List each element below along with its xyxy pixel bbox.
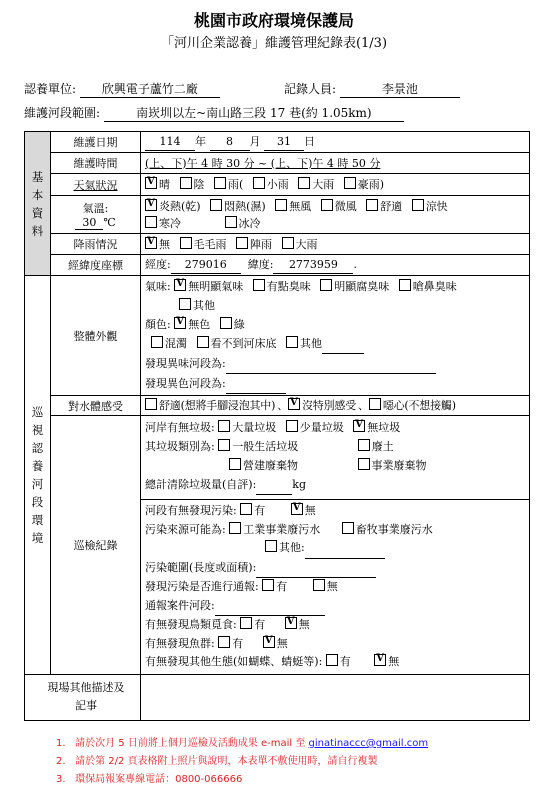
trash-none-checkbox[interactable]: V 無垃圾: [353, 421, 400, 434]
appearance-block: 氣味: V 無明顯氣味 有點臭味 明顯腐臭味 嗆鼻臭味 其他 顏色: V 無色 綠 混濁 看不到河床底 其他 發現異味河段為: 發現異色河段為:: [141, 276, 530, 396]
adopt-unit-row: [24, 80, 220, 98]
temp-comfortable-checkbox[interactable]: 舒適: [366, 200, 402, 213]
water-feel-options: 舒適(想將手腳浸泡其中) 、V 沒特別感受 、 噁心(不想接觸): [141, 396, 530, 416]
weather-rain-checkbox[interactable]: 雨(: [214, 178, 243, 191]
temp-hot-humid-checkbox[interactable]: 悶熱(濕): [210, 200, 266, 213]
source-livestock-checkbox[interactable]: 畜牧事業廢污水: [342, 523, 433, 536]
rain-shower-checkbox[interactable]: 陣雨: [236, 238, 272, 251]
color-no-bottom-checkbox[interactable]: 看不到河床底: [197, 337, 277, 350]
weather-light-rain-checkbox[interactable]: 小雨: [253, 178, 289, 191]
longitude-value[interactable]: 279016: [171, 256, 241, 274]
weather-options: [141, 174, 530, 196]
bird-no-checkbox[interactable]: V 無: [285, 618, 310, 631]
rain-drizzle-checkbox[interactable]: 毛毛雨: [180, 238, 227, 251]
page-subtitle: 「河川企業認養」維護管理紀錄表(1/3): [160, 36, 388, 51]
trash-total-input[interactable]: [256, 475, 292, 495]
section-patrol: 巡視認養河段環境: [25, 276, 51, 675]
temperature-label: 氣溫: 30 ℃: [51, 196, 141, 234]
temp-no-wind-checkbox[interactable]: 無風: [275, 200, 311, 213]
recorder-label: 記錄人員:: [284, 82, 337, 96]
pollution-yes-checkbox[interactable]: 有: [240, 504, 265, 517]
color-none-checkbox[interactable]: V 無色: [174, 318, 210, 331]
site-notes-input[interactable]: [141, 674, 530, 720]
weather-heavy-rain-checkbox[interactable]: 大雨: [298, 178, 334, 191]
color-turbid-checkbox[interactable]: 混濁: [151, 337, 187, 350]
report-yes-checkbox[interactable]: 有: [262, 580, 287, 593]
feel-comfortable-checkbox[interactable]: 舒適(想將手腳浸泡其中): [145, 399, 275, 412]
weather-label: 天氣狀況: [51, 174, 141, 196]
report-case-input[interactable]: [215, 597, 325, 617]
eco-no-checkbox[interactable]: V 無: [374, 655, 399, 668]
section-basic: 基本資料: [25, 132, 51, 276]
trash-construction-checkbox[interactable]: 營建廢棄物: [229, 459, 298, 472]
appearance-label: 整體外觀: [51, 276, 141, 396]
rainfall-label: 降雨情況: [51, 234, 141, 255]
trash-much-checkbox[interactable]: 大量垃圾: [218, 421, 276, 434]
temp-cold-checkbox[interactable]: 寒冷: [145, 217, 181, 230]
latitude-value[interactable]: 2773959: [273, 256, 353, 274]
color-other-checkbox[interactable]: 其他: [286, 337, 364, 350]
feel-neutral-checkbox[interactable]: V 沒特別感受: [288, 399, 356, 412]
bird-yes-checkbox[interactable]: 有: [240, 618, 265, 631]
date-label: 維護日期: [51, 132, 141, 153]
temp-breeze-checkbox[interactable]: 微風: [321, 200, 357, 213]
pollution-no-checkbox[interactable]: V 無: [291, 504, 316, 517]
patrol-record-block: 河岸有無垃圾: 大量垃圾 少量垃圾 V 無垃圾 其垃圾類別為: 一般生活垃圾 廢土 營建廢棄物 事業廢棄物 總計清除垃圾量(自評): kg 河段有無發現污染: 有 V 無 污染來源可能為: 工業事業廢污水 畜牧事業廢污水 其他: 污染範圍(長度或面積): 發現污染是否進行通報: 有 無 通報案件河段: 有無發現鳥類覓食: 有 V 無 有無發現魚群: 有 V 無 有無發現其他生態(如蝴蝶、蜻蜓等): 有 V 無: [141, 416, 530, 675]
odor-section-input[interactable]: [226, 354, 436, 374]
date-field[interactable]: 114 年 8 月 31 日: [141, 132, 530, 153]
river-range-label: 維護河段範圍:: [24, 106, 101, 120]
temp-freezing-checkbox[interactable]: 冰冷: [225, 217, 261, 230]
maintenance-form-table: [24, 131, 530, 721]
source-industrial-checkbox[interactable]: 工業事業廢污水: [229, 523, 320, 536]
rain-heavy-checkbox[interactable]: 大雨: [282, 238, 318, 251]
footer-note-2: 2. 請於第 2/2 頁表格附上照片與說明，本表單不敷使用時，請自行複製: [56, 756, 378, 767]
trash-industrial-checkbox[interactable]: 事業廢棄物: [358, 459, 427, 472]
odor-section-label: 發現異味河段為:: [145, 357, 226, 370]
smell-pungent-checkbox[interactable]: 嗆鼻臭味: [399, 280, 457, 293]
trash-soil-checkbox[interactable]: 廢土: [358, 440, 394, 453]
contact-email-link[interactable]: ginatinaccc@gmail.com: [308, 738, 429, 749]
page-title: 桃園市政府環境保護局: [193, 11, 354, 30]
footer-note-3: 3. 環保局報案專線電話：0800-066666: [56, 774, 243, 785]
report-no-checkbox[interactable]: 無: [313, 580, 338, 593]
temperature-options: [141, 196, 530, 234]
recorder-row: [284, 80, 460, 98]
fish-yes-checkbox[interactable]: 有: [218, 637, 243, 650]
weather-cloudy-checkbox[interactable]: 陰: [180, 178, 205, 191]
time-label: 維護時間: [51, 153, 141, 174]
temperature-value[interactable]: 30: [75, 216, 103, 230]
feel-disgusting-checkbox[interactable]: 噁心(不想接觸): [369, 399, 456, 412]
temp-hot-dry-checkbox[interactable]: V炎熱(乾): [145, 200, 201, 213]
footer-notes: [56, 735, 428, 789]
smell-other-checkbox[interactable]: 其他: [179, 299, 215, 312]
water-feel-label: 對水體感受: [51, 396, 141, 416]
pollution-range-input[interactable]: [256, 559, 376, 579]
site-notes-label: 現場其他描述及記事: [25, 674, 141, 720]
coordinates-label: 經緯度座標: [51, 255, 141, 276]
river-range-row: [24, 104, 404, 122]
source-other-checkbox[interactable]: 其他:: [265, 541, 385, 554]
patrol-record-label: 巡檢紀錄: [51, 416, 141, 675]
weather-sunny-checkbox[interactable]: V 晴: [145, 178, 170, 191]
temp-cool-checkbox[interactable]: 涼快: [412, 200, 448, 213]
trash-little-checkbox[interactable]: 少量垃圾: [286, 421, 344, 434]
footer-note-1: 1. 請於次月 5 日前將上個月巡檢及活動成果 e-mail 至 ginatinaccc@gmail.com: [56, 738, 429, 749]
time-field[interactable]: (上、下)午 4 時 30 分 ~ (上、下)午 4 時 50 分: [141, 153, 530, 174]
trash-household-checkbox[interactable]: 一般生活垃圾: [218, 440, 298, 453]
fish-no-checkbox[interactable]: V 無: [263, 637, 288, 650]
smell-slight-checkbox[interactable]: 有點臭味: [253, 280, 311, 293]
smell-rotten-checkbox[interactable]: 明顯腐臭味: [320, 280, 389, 293]
recorder-value[interactable]: 李景池: [340, 80, 460, 98]
color-section-input[interactable]: [226, 374, 286, 394]
rainfall-options: [141, 234, 530, 255]
river-range-value[interactable]: 南崁圳以左~南山路三段 17 巷(約 1.05km): [104, 104, 404, 122]
adopt-unit-label: 認養單位:: [24, 82, 77, 96]
smell-none-checkbox[interactable]: V 無明顯氣味: [174, 280, 243, 293]
adopt-unit-value[interactable]: 欣興電子蘆竹二廠: [80, 80, 220, 98]
weather-storm-checkbox[interactable]: 豪雨): [344, 178, 384, 191]
color-green-checkbox[interactable]: 綠: [220, 318, 245, 331]
rain-none-checkbox[interactable]: V 無: [145, 238, 170, 251]
coordinates-field[interactable]: 經度: 279016 緯度: 2773959 .: [141, 255, 530, 276]
eco-yes-checkbox[interactable]: 有: [326, 655, 351, 668]
color-section-label: 發現異色河段為:: [145, 377, 226, 390]
